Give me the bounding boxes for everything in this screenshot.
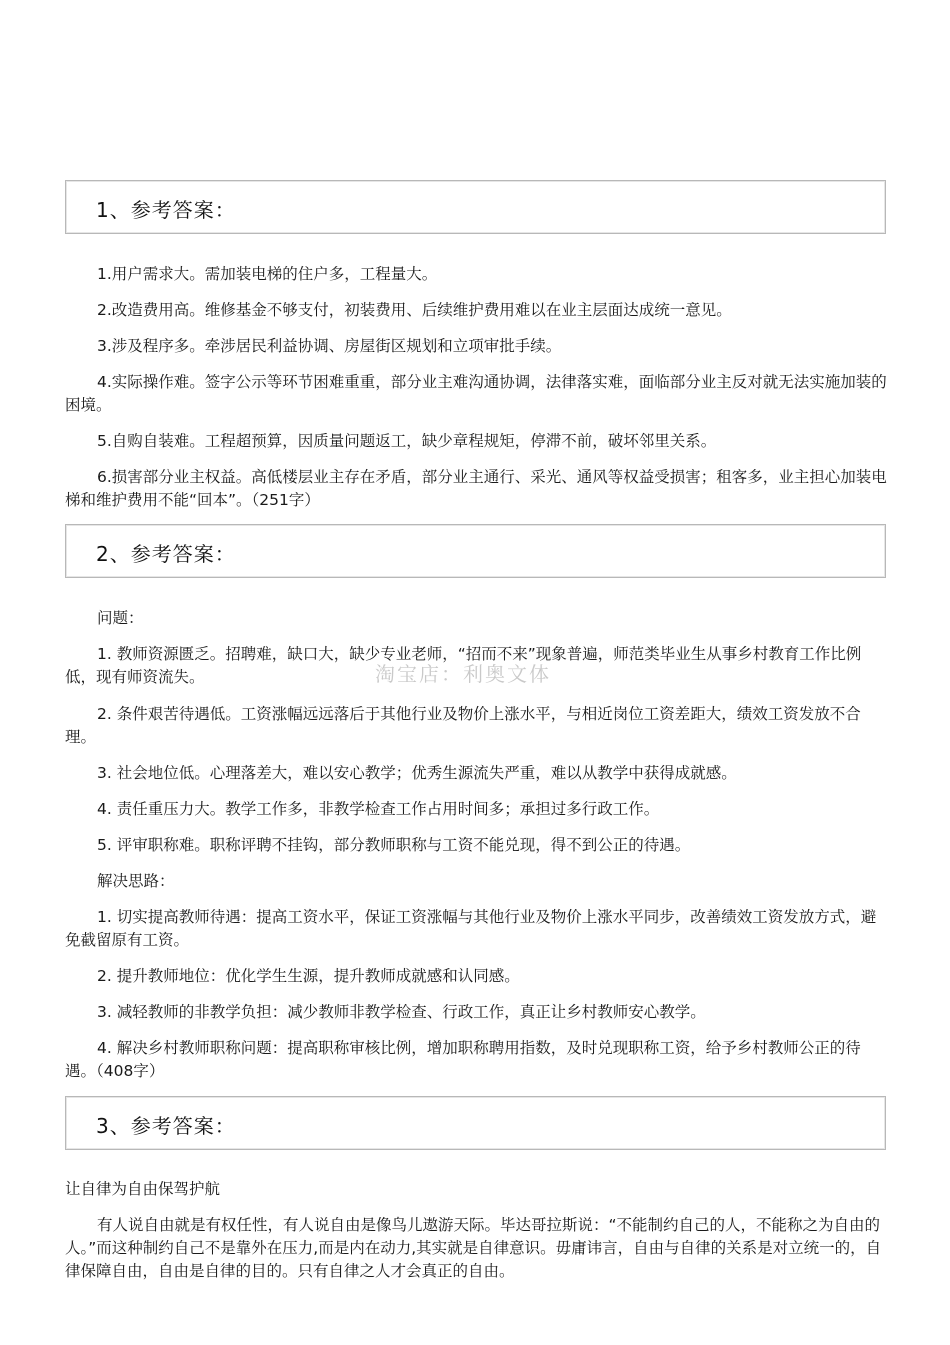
s2-paragraph-4: 4. 责任重压力大。教学工作多，非教学检查工作占用时间多；承担过多行政工作。 bbox=[97, 800, 660, 818]
s2-solution-2: 2. 提升教师地位：优化学生生源，提升教师成就感和认同感。 bbox=[97, 967, 520, 985]
section-3-title: 3、参考答案： bbox=[96, 1114, 236, 1138]
s2-paragraph-2: 2. 条件艰苦待遇低。工资涨幅远远落后于其他行业及物价上涨水平，与相近岗位工资差距大，绩效工资发放不合理。 bbox=[65, 705, 861, 746]
section-3-header bbox=[65, 1096, 886, 1150]
s1-paragraph-1: 1.用户需求大。需加装电梯的住户多，工程量大。 bbox=[97, 265, 438, 283]
s2-paragraph-1: 1. 教师资源匮乏。招聘难，缺口大，缺少专业老师，“招而不来”现象普遍，师范类毕业生从事乡村教育工作比例低，现有师资流失。 bbox=[65, 645, 862, 686]
s1-paragraph-4: 4.实际操作难。签字公示等环节困难重重，部分业主难沟通协调，法律落实难，面临部分业主反对就无法实施加装的困境。 bbox=[65, 373, 887, 414]
s2-solutions-label: 解决思路： bbox=[97, 872, 175, 890]
watermark-text: 淘宝店：利奥文体 bbox=[375, 662, 551, 686]
essay-paragraph-1: 有人说自由就是有权任性，有人说自由是像鸟儿遨游天际。毕达哥拉斯说：“不能制约自己的人，不能称之为自由的人。”而这种制约自己不是靠外在压力,而是内在动力,其实就是自律意识。毋庸讳言，自由与自律的关系是对立统一的，自律保障自由，自由是自律的目的。只有自律之人才会真正的自由。 bbox=[65, 1216, 882, 1280]
s2-paragraph-3: 3. 社会地位低。心理落差大，难以安心教学；优秀生源流失严重，难以从教学中获得成就感。 bbox=[97, 764, 737, 782]
s1-paragraph-2: 2.改造费用高。维修基金不够支付，初装费用、后续维护费用难以在业主层面达成统一意见。 bbox=[97, 301, 732, 319]
s1-paragraph-5: 5.自购自装难。工程超预算，因质量问题返工，缺少章程规矩，停滞不前，破坏邻里关系。 bbox=[97, 432, 717, 450]
s1-paragraph-6: 6.损害部分业主权益。高低楼层业主存在矛盾，部分业主通行、采光、通风等权益受损害；租客多，业主担心加装电梯和维护费用不能“回本”。（251字） bbox=[65, 468, 887, 509]
section-1-title: 1、参考答案： bbox=[96, 198, 236, 222]
section-1-header bbox=[65, 180, 886, 234]
s2-solution-1: 1. 切实提高教师待遇：提高工资水平，保证工资涨幅与其他行业及物价上涨水平同步，改善绩效工资发放方式，避免截留原有工资。 bbox=[65, 908, 877, 949]
section-2-title: 2、参考答案： bbox=[96, 542, 236, 566]
s1-paragraph-3: 3.涉及程序多。牵涉居民利益协调、房屋街区规划和立项审批手续。 bbox=[97, 337, 562, 355]
section-2-header bbox=[65, 524, 886, 578]
essay-title: 让自律为自由保驾护航 bbox=[65, 1180, 221, 1198]
s2-paragraph-5: 5. 评审职称难。职称评聘不挂钩，部分教师职称与工资不能兑现，得不到公正的待遇。 bbox=[97, 836, 691, 854]
s2-solution-3: 3. 减轻教师的非教学负担：减少教师非教学检查、行政工作，真正让乡村教师安心教学。 bbox=[97, 1003, 706, 1021]
s2-solution-4: 4. 解决乡村教师职称问题：提高职称审核比例，增加职称聘用指数，及时兑现职称工资，给予乡村教师公正的待遇。（408字） bbox=[65, 1039, 861, 1080]
s2-problems-label: 问题： bbox=[97, 609, 144, 627]
